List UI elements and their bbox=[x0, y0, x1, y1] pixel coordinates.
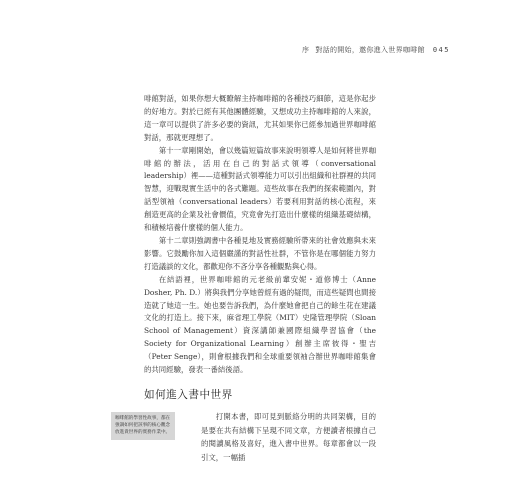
sidebar-note: 咖啡館的學習性故事，都在強調如何把該事的核心觀念放進貴世界的實務作業中。 bbox=[111, 412, 175, 440]
section-heading: 如何進入書中世界 bbox=[144, 389, 233, 401]
chapter-label: 序 bbox=[302, 46, 310, 54]
page-number: 045 bbox=[432, 46, 450, 54]
paragraph: 啡館對話，如果你想大概瞭解主持咖啡館的各種技巧細節，這是你起步的好地方。對於已經有其他團體經驗，又想成功主持咖啡館的人來說，這一章可以提供了許多必要的資訊，尤其如果你已經參加過世界咖啡館對話，那就更理想了。 bbox=[144, 94, 376, 142]
body-text-continued bbox=[201, 410, 376, 464]
paragraph: 第十二章則強調書中各種見地及實務經驗所帶來的社會效應與未來影響。它鼓勵你加入這個嚴謹的對話性社群，不管你是在哪個能力努力打造議談的文化，都歡迎你不吝分享各種觀點與心得。 bbox=[144, 235, 376, 271]
body-text bbox=[144, 93, 376, 377]
paragraph: 第十一章剛開始，會以幾篇短篇故事來說明領導人是如何將世界咖啡館的辦法，活用在自己的對話式領導（conversational leadership）裡——這種對話式領導能力可以引出組織和社群裡的共同智慧，迎戰現實生活中的各式難題。這些故事在我們的探索範圍內，對話型領袖（conversational leaders）若要利用對話的核心流程，來創造更高的企業及社會價值，究竟會先打造出什麼樣的組織基礎結構，和積極培養什麼樣的個人能力。 bbox=[144, 145, 376, 233]
paragraph: 打開本書，即可見到脈絡分明的共同架構，目的是要在共有結構下呈現不同文章，方便讀者根據自己的閱讀風格及喜好，進入書中世界。每章都會以一段引文，一幅插 bbox=[201, 412, 376, 462]
chapter-title: 對話的開始，邀你進入世界咖啡館 bbox=[315, 46, 425, 54]
running-header bbox=[302, 45, 450, 55]
paragraph: 在結語裡，世界咖啡館的元老級前輩安妮・道修博士（Anne Dosher, Ph. D.）將與我們分享她曾經有過的疑問，而這些疑問也間接造就了她這一生。她也要告訴我們，為什麼她會把自己的餘生花在建議文化的打造上。接下來，麻省理工學院（MIT）史隆管理學院（Sloan School of Management）資深講師兼國際組織學習協會（the Society for Organizational Learning）創辦主席彼得・聖吉（Peter Senge），則會根據我們和全球重要領袖合辦世界咖啡館集會的共同經驗，發表一番結後語。 bbox=[144, 274, 376, 375]
